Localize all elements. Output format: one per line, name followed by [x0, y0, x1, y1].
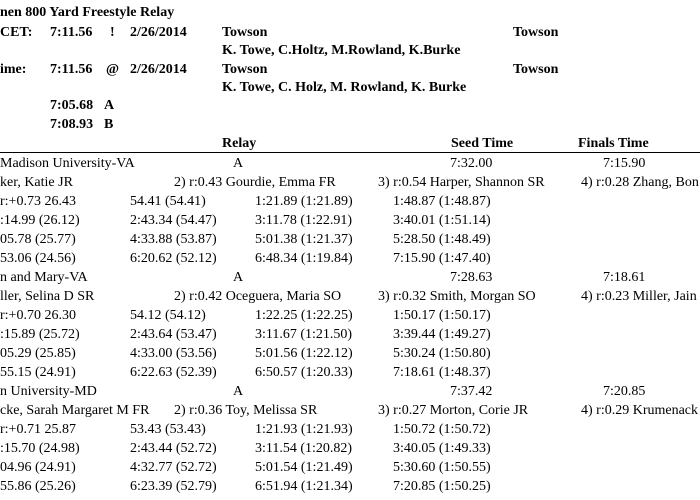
record-label: ime: [0, 62, 27, 77]
split: 7:18.61 (1:48.37) [393, 365, 491, 380]
split: 54.12 (54.12) [130, 308, 206, 323]
split: 4:33.88 (53.87) [130, 232, 217, 247]
split: 1:22.25 (1:22.25) [255, 308, 353, 323]
standard-time: 7:05.68 [50, 98, 94, 113]
swimmer: ller, Selina D SR [0, 289, 95, 304]
team-finals-time: 7:15.90 [603, 156, 646, 171]
swimmer: 3) r:0.32 Smith, Morgan SO [378, 289, 536, 304]
swimmer: 2) r:0.36 Toy, Melissa SR [174, 403, 318, 418]
split: :15.89 (25.72) [0, 327, 80, 342]
split: 4:32.77 (52.72) [130, 460, 217, 475]
split: 3:40.01 (1:51.14) [393, 213, 491, 228]
swimmer: cke, Sarah Margaret M FR [0, 403, 150, 418]
split: 5:01.38 (1:21.37) [255, 232, 353, 247]
split: 1:48.87 (1:48.87) [393, 194, 491, 209]
split: 2:43.44 (52.72) [130, 441, 217, 456]
split: 3:11.67 (1:21.50) [255, 327, 353, 342]
team-seed-time: 7:32.00 [450, 156, 493, 171]
split: 05.29 (25.85) [0, 346, 76, 361]
split: r:+0.70 26.30 [0, 308, 76, 323]
record-team: Towson [222, 25, 268, 40]
split: 6:48.34 (1:19.84) [255, 251, 353, 266]
record-team-2: Towson [513, 62, 559, 77]
team-finals-time: 7:20.85 [603, 384, 646, 399]
team-seed-time: 7:37.42 [450, 384, 493, 399]
record-time: 7:11.56 [50, 62, 93, 77]
record-names: K. Towe, C. Holz, M. Rowland, K. Burke [222, 80, 467, 95]
swimmer: ker, Katie JR [0, 175, 73, 190]
swimmer: 4) r:0.23 Miller, Jain [581, 289, 697, 304]
team-name: n University-MD [0, 384, 97, 399]
header-divider [0, 152, 700, 153]
split: 3:40.05 (1:49.33) [393, 441, 491, 456]
standard-flag: A [104, 98, 115, 113]
split: 6:23.39 (52.79) [130, 479, 217, 494]
split: 1:50.72 (1:50.72) [393, 422, 491, 437]
swimmer: 3) r:0.27 Morton, Corie JR [378, 403, 529, 418]
split: 7:20.85 (1:50.25) [393, 479, 491, 494]
split: 6:50.57 (1:20.33) [255, 365, 353, 380]
swimmer: 2) r:0.43 Gourdie, Emma FR [174, 175, 336, 190]
record-names: K. Towe, C.Holtz, M.Rowland, K.Burke [222, 43, 461, 58]
event-title: nen 800 Yard Freestyle Relay [0, 5, 175, 20]
split: 5:30.24 (1:50.80) [393, 346, 491, 361]
record-team-2: Towson [513, 25, 559, 40]
record-date: 2/26/2014 [130, 62, 187, 77]
team-seed-time: 7:28.63 [450, 270, 493, 285]
split: 53.06 (24.56) [0, 251, 76, 266]
split: 7:15.90 (1:47.40) [393, 251, 491, 266]
record-label: CET: [0, 25, 33, 40]
swimmer: 3) r:0.54 Harper, Shannon SR [378, 175, 545, 190]
split: 5:30.60 (1:50.55) [393, 460, 491, 475]
record-team: Towson [222, 62, 268, 77]
split: 3:11.78 (1:22.91) [255, 213, 353, 228]
split: 1:21.89 (1:21.89) [255, 194, 353, 209]
team-relay: A [233, 156, 244, 171]
split: 1:50.17 (1:50.17) [393, 308, 491, 323]
column-header-relay: Relay [222, 136, 257, 151]
split: 55.15 (24.91) [0, 365, 76, 380]
split: 54.41 (54.41) [130, 194, 206, 209]
split: 6:22.63 (52.39) [130, 365, 217, 380]
swimmer: 4) r:0.29 Krumenack [581, 403, 699, 418]
team-name: Madison University-VA [0, 156, 135, 171]
team-relay: A [233, 270, 244, 285]
split: :15.70 (24.98) [0, 441, 80, 456]
team-name: n and Mary-VA [0, 270, 88, 285]
column-header-seed-time: Seed Time [451, 136, 514, 151]
record-time: 7:11.56 [50, 25, 93, 40]
split: 3:39.44 (1:49.27) [393, 327, 491, 342]
standard-flag: B [104, 117, 114, 132]
split: r:+0.71 25.87 [0, 422, 76, 437]
team-finals-time: 7:18.61 [603, 270, 646, 285]
split: 6:51.94 (1:21.34) [255, 479, 353, 494]
split: 2:43.34 (54.47) [130, 213, 217, 228]
split: 05.78 (25.77) [0, 232, 76, 247]
split: 6:20.62 (52.12) [130, 251, 217, 266]
team-relay: A [233, 384, 244, 399]
split: 2:43.64 (53.47) [130, 327, 217, 342]
split: 5:28.50 (1:48.49) [393, 232, 491, 247]
split: r:+0.73 26.43 [0, 194, 76, 209]
split: 4:33.00 (53.56) [130, 346, 217, 361]
standard-time: 7:08.93 [50, 117, 94, 132]
split: 04.96 (24.91) [0, 460, 76, 475]
column-header-finals-time: Finals Time [578, 136, 649, 151]
swimmer: 2) r:0.42 Oceguera, Maria SO [174, 289, 342, 304]
split: 55.86 (25.26) [0, 479, 76, 494]
split: 3:11.54 (1:20.82) [255, 441, 353, 456]
record-date: 2/26/2014 [130, 25, 187, 40]
split: :14.99 (26.12) [0, 213, 80, 228]
split: 5:01.56 (1:22.12) [255, 346, 353, 361]
split: 53.43 (53.43) [130, 422, 206, 437]
record-flag: @ [106, 62, 120, 77]
split: 5:01.54 (1:21.49) [255, 460, 353, 475]
record-flag: ! [110, 25, 115, 40]
split: 1:21.93 (1:21.93) [255, 422, 353, 437]
swimmer: 4) r:0.28 Zhang, Bon [581, 175, 699, 190]
